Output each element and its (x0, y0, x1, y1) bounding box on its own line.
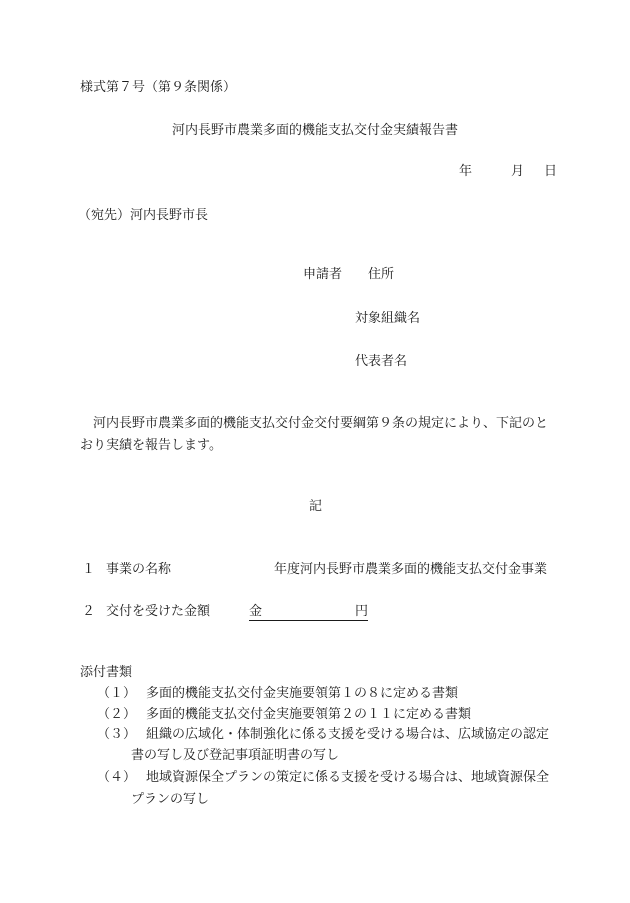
document-title: 河内長野市農業多面的機能支払交付金実績報告書 (172, 123, 459, 138)
attachment-text: 地域資源保全プランの策定に係る支援を受ける場合は、地域資源保全 (146, 770, 550, 785)
attachment-text: 書の写し及び登記事項証明書の写し (131, 748, 340, 763)
project-name-value: 年度河内長野市農業多面的機能支払交付金事業 (274, 562, 548, 577)
date-month: 月 (511, 164, 525, 179)
organization-name-label: 対象組織名 (355, 311, 421, 326)
attachment-text: プランの写し (131, 792, 210, 807)
amount-suffix: 円 (354, 604, 368, 619)
addressee: （宛先）河内長野市長 (78, 208, 209, 223)
address-label: 住所 (368, 267, 395, 282)
date-day: 日 (544, 164, 558, 179)
attachment-number: （３） (97, 727, 137, 742)
attachments-title: 添付書類 (80, 665, 133, 680)
project-name-label: 事業の名称 (106, 562, 172, 577)
attachment-text: 多面的機能支払交付金実施要領第１の８に定める書類 (146, 686, 459, 701)
form-number: 様式第７号（第９条関係） (80, 80, 237, 95)
applicant-label: 申請者 (303, 267, 343, 282)
date-year: 年 (459, 164, 473, 179)
attachment-number: （１） (97, 686, 137, 701)
attachment-number: （２） (97, 707, 137, 722)
attachment-text: 多面的機能支払交付金実施要領第２の１１に定める書類 (146, 707, 472, 722)
item-number: ２ (82, 604, 96, 619)
grant-amount-label: 交付を受けた金額 (106, 604, 211, 619)
representative-name-label: 代表者名 (355, 354, 408, 369)
amount-prefix: 金 (249, 604, 263, 619)
grant-amount-field (249, 605, 368, 621)
attachment-text: 組織の広域化・体制強化に係る支援を受ける場合は、広域協定の認定 (146, 727, 550, 742)
item-number: １ (82, 562, 96, 577)
ki-heading: 記 (309, 499, 323, 514)
attachment-number: （４） (97, 770, 137, 785)
date-line (459, 165, 557, 178)
body-paragraph: 河内長野市農業多面的機能支払交付金交付要綱第９条の規定により、下記のとおり実績を報告します。 (80, 416, 549, 453)
